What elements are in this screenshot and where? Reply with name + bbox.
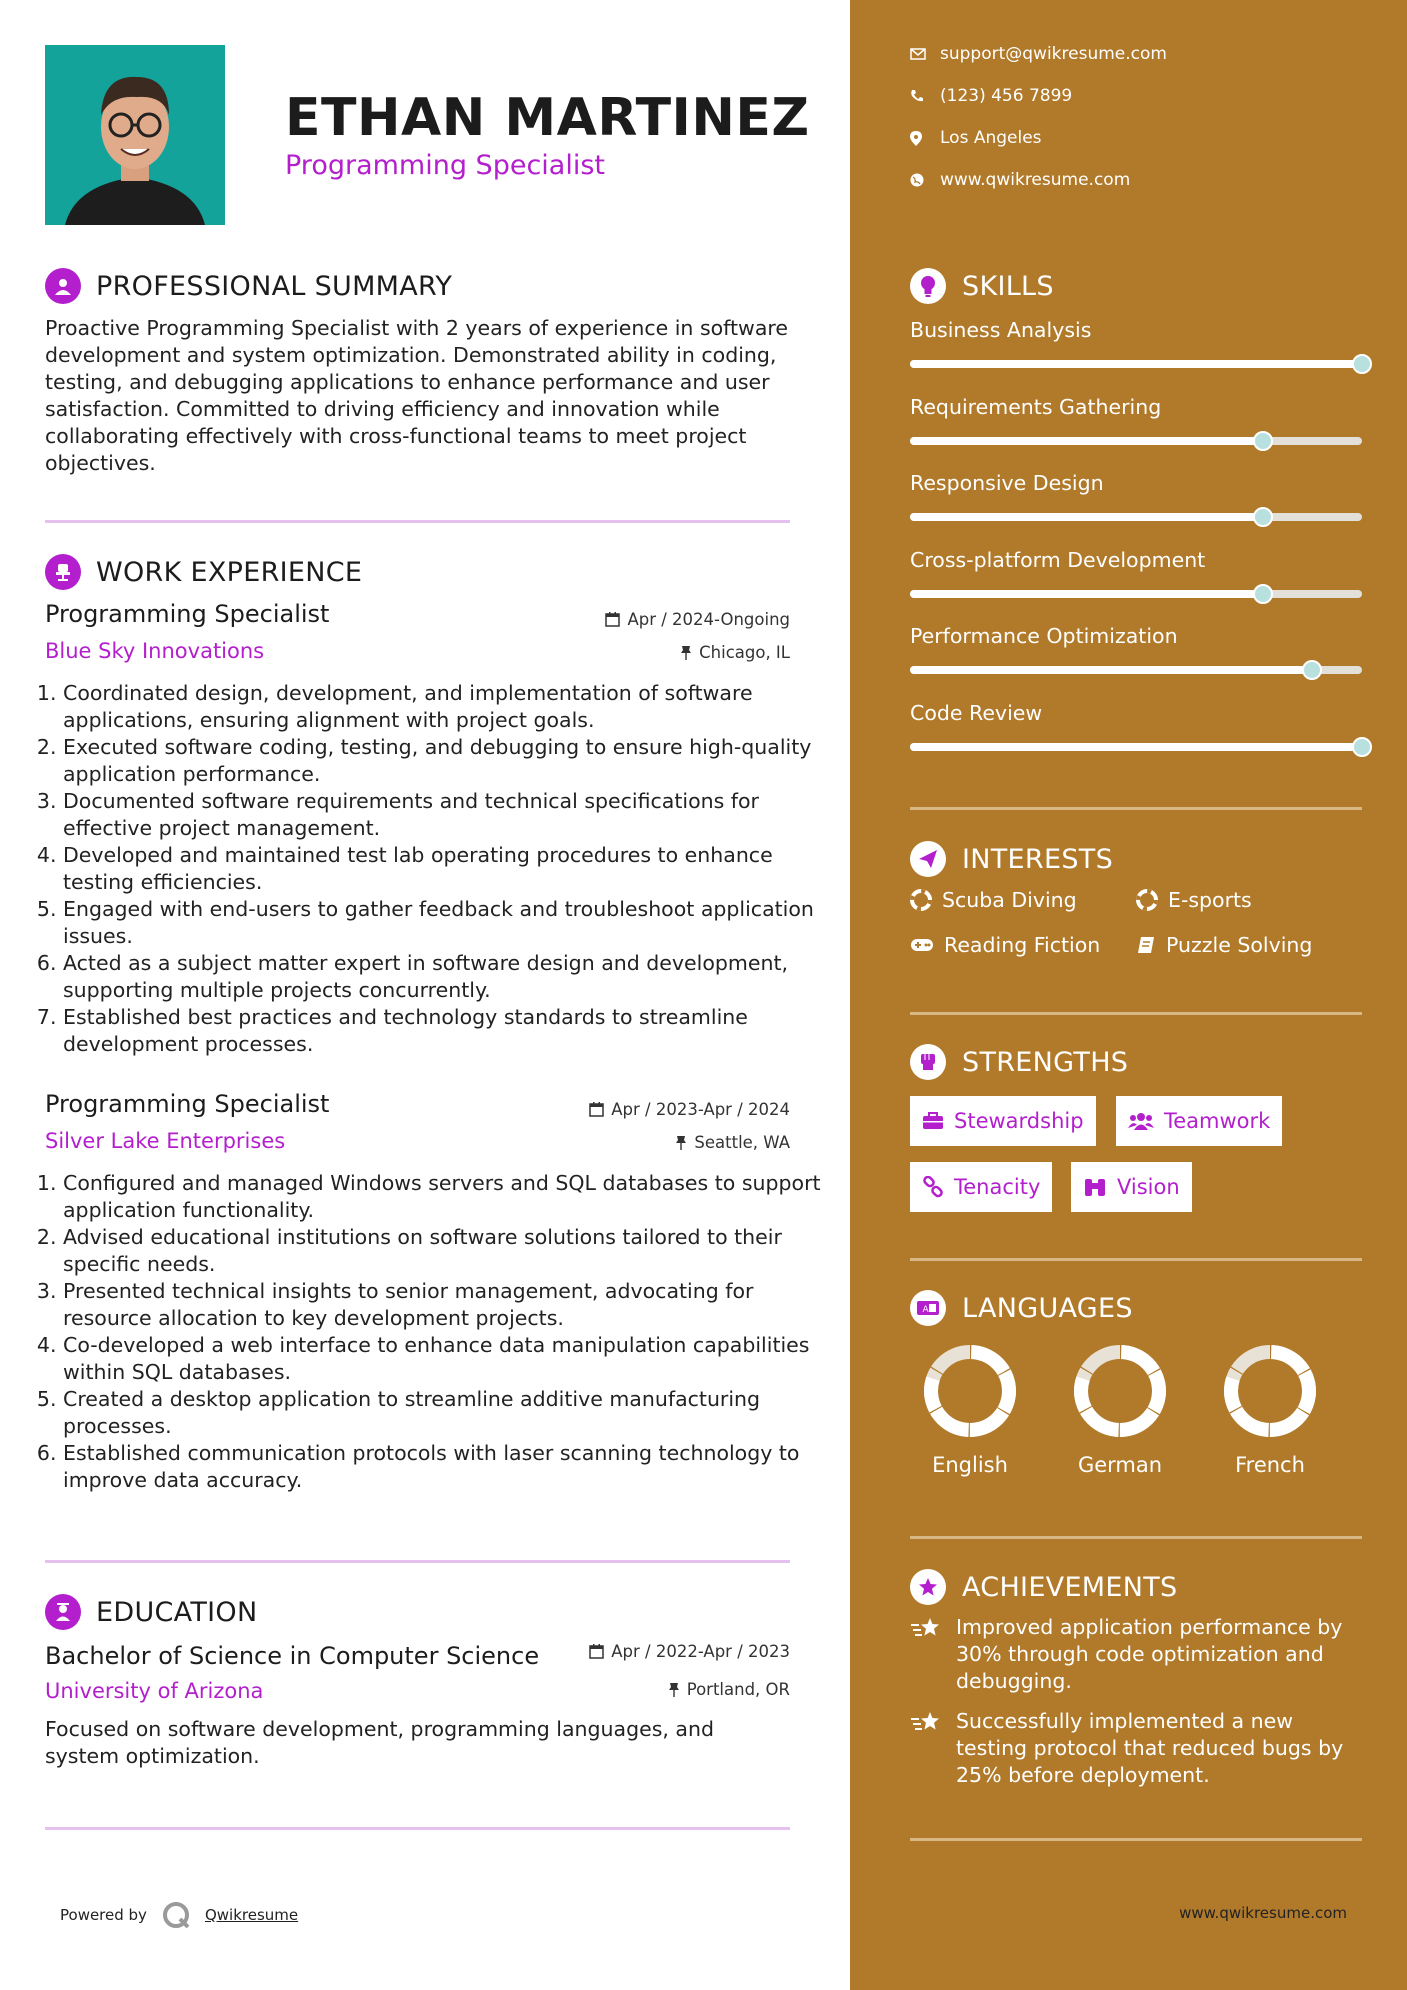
work-title: WORK EXPERIENCE	[96, 556, 363, 588]
sidebar	[850, 0, 1407, 1990]
duty-item: 5. Created a desktop application to streamline additive manufacturing processes.	[63, 1386, 833, 1440]
achievement-item	[910, 1614, 1370, 1695]
job-title: Programming Specialist	[45, 1090, 330, 1118]
chair-icon	[45, 554, 81, 590]
language-proficiency-ring	[1060, 1341, 1180, 1441]
duty-item: 6. Acted as a subject matter expert in software design and development, supporting multiple projects concurrently.	[63, 950, 833, 1004]
education-heading	[45, 1594, 257, 1630]
language-label: French	[1235, 1453, 1305, 1477]
education-location-text: Portland, OR	[686, 1680, 790, 1699]
pin-icon	[680, 645, 692, 660]
achievement-text: Successfully implemented a new testing protocol that reduced bugs by 25% before deployment.	[956, 1709, 1344, 1787]
contact-email-text: support@qwikresume.com	[940, 44, 1167, 64]
shooting-star-icon	[910, 1710, 942, 1734]
job-company: Blue Sky Innovations	[45, 639, 265, 663]
divider	[45, 520, 790, 523]
skill-level-knob	[1352, 737, 1372, 757]
pin-icon	[668, 1682, 680, 1697]
lightbulb-icon	[910, 268, 946, 304]
skill-level-knob	[1352, 354, 1372, 374]
skill-level-fill	[910, 437, 1263, 445]
duty-item: 1. Coordinated design, development, and implementation of software applications, ensuring alignment with project goals.	[63, 680, 833, 734]
contact-phone-text: (123) 456 7899	[940, 86, 1073, 106]
interest-label: Reading Fiction	[944, 933, 1101, 957]
skill-level-bar	[910, 666, 1362, 674]
contact-phone	[910, 86, 1072, 106]
job-dates-text: Apr / 2024-Ongoing	[627, 610, 790, 629]
interest-item	[1136, 933, 1312, 957]
envelope-icon	[910, 48, 926, 60]
lifebuoy-icon	[910, 889, 932, 911]
skill-level-fill	[910, 743, 1362, 751]
skill-level-knob	[1302, 660, 1322, 680]
skill-level-fill	[910, 666, 1312, 674]
contact-email	[910, 44, 1167, 64]
work-heading	[45, 554, 362, 590]
job-location-text: Chicago, IL	[699, 643, 790, 662]
gamepad-icon	[910, 937, 934, 953]
user-icon	[45, 268, 81, 304]
language-item	[910, 1341, 1030, 1477]
star-icon	[910, 1569, 946, 1605]
skill-label: Performance Optimization	[910, 624, 1178, 648]
language-label: English	[932, 1453, 1008, 1477]
skill-level-fill	[910, 590, 1263, 598]
divider	[910, 1012, 1362, 1015]
skill-level-knob	[1253, 584, 1273, 604]
divider	[910, 1838, 1362, 1841]
education-dates-text: Apr / 2022-Apr / 2023	[611, 1642, 790, 1661]
interest-item	[910, 888, 1077, 912]
language-item	[1060, 1341, 1180, 1477]
interest-label: Puzzle Solving	[1166, 933, 1313, 957]
divider	[910, 1536, 1362, 1539]
job-duties	[25, 680, 833, 1058]
strength-chip	[910, 1096, 1096, 1146]
language-label: German	[1077, 1453, 1163, 1477]
interest-label: Scuba Diving	[942, 888, 1077, 912]
book-icon	[1136, 935, 1156, 955]
divider	[45, 1827, 790, 1830]
job-dates	[605, 610, 790, 629]
language-proficiency-ring	[910, 1341, 1030, 1441]
graduate-icon	[45, 1594, 81, 1630]
job-location-text: Seattle, WA	[694, 1133, 790, 1152]
skill-level-knob	[1253, 431, 1273, 451]
duty-item: 1. Configured and managed Windows servers and SQL databases to support application functionality.	[63, 1170, 833, 1224]
summary-heading	[45, 268, 452, 304]
candidate-role: Programming Specialist	[285, 150, 605, 181]
skill-label: Requirements Gathering	[910, 394, 1162, 419]
language-proficiency-ring	[1210, 1341, 1330, 1441]
education-text: Focused on software development, programming languages, and system optimization.	[45, 1717, 714, 1768]
skill-level-bar	[910, 360, 1362, 368]
education-location	[668, 1680, 790, 1699]
duty-item: 5. Engaged with end-users to gather feedback and troubleshoot application issues.	[63, 896, 833, 950]
job-company: Silver Lake Enterprises	[45, 1129, 286, 1153]
divider	[910, 807, 1362, 810]
powered-by	[60, 1900, 298, 1930]
interest-item	[1136, 888, 1252, 912]
skill-level-bar	[910, 590, 1362, 598]
languages-title: LANGUAGES	[962, 1292, 1133, 1324]
skill-level-bar	[910, 743, 1362, 751]
achievements-title: ACHIEVEMENTS	[962, 1571, 1178, 1603]
job-title: Programming Specialist	[45, 600, 330, 628]
briefcase-icon	[922, 1112, 944, 1130]
location-icon	[910, 131, 922, 146]
duty-item: 2. Executed software coding, testing, and debugging to ensure high-quality application performance.	[63, 734, 833, 788]
interest-item	[910, 933, 1100, 957]
achievement-item	[910, 1708, 1370, 1789]
binoculars-icon	[1083, 1177, 1107, 1197]
job-location	[675, 1133, 790, 1152]
strength-label: Tenacity	[954, 1175, 1041, 1199]
contact-website-text: www.qwikresume.com	[940, 170, 1131, 190]
interests-title: INTERESTS	[962, 843, 1114, 875]
strength-label: Stewardship	[954, 1109, 1084, 1133]
education-title: EDUCATION	[96, 1596, 258, 1628]
translate-icon	[910, 1290, 946, 1326]
contact-website	[910, 170, 1130, 190]
degree-title: Bachelor of Science in Computer Science	[45, 1642, 540, 1670]
languages-heading	[910, 1290, 1133, 1326]
link-icon	[922, 1176, 944, 1198]
globe-icon	[910, 173, 924, 187]
divider	[45, 1560, 790, 1563]
duty-item: 6. Established communication protocols with laser scanning technology to improve data accuracy.	[63, 1440, 833, 1494]
shooting-star-icon	[910, 1616, 942, 1640]
qwikresume-link[interactable]: Qwikresume	[204, 1906, 299, 1924]
pin-icon	[675, 1135, 687, 1150]
phone-icon	[910, 89, 924, 103]
strength-chip	[1071, 1162, 1192, 1212]
achievement-text: Improved application performance by 30% through code optimization and debugging.	[956, 1615, 1343, 1693]
powered-by-label: Powered by	[60, 1906, 147, 1924]
strength-chip	[910, 1162, 1052, 1212]
calendar-icon	[589, 1644, 604, 1659]
contact-location-text: Los Angeles	[940, 128, 1042, 148]
job-dates-text: Apr / 2023-Apr / 2024	[611, 1100, 790, 1119]
skill-label: Cross-platform Development	[910, 547, 1206, 572]
strengths-title: STRENGTHS	[962, 1046, 1129, 1078]
interests-heading	[910, 841, 1113, 877]
duty-item: 4. Co-developed a web interface to enhance data manipulation capabilities within SQL databases.	[63, 1332, 833, 1386]
skill-level-bar	[910, 437, 1362, 445]
job-location	[680, 643, 790, 662]
divider	[910, 1258, 1362, 1261]
strength-chip	[1116, 1096, 1282, 1146]
qwikresume-logo-icon	[161, 1900, 191, 1930]
duty-item: 3. Presented technical insights to senior management, advocating for resource allocation to key development projects.	[63, 1278, 833, 1332]
education-dates	[589, 1642, 790, 1661]
skill-label: Responsive Design	[910, 471, 1104, 495]
strength-label: Vision	[1117, 1175, 1180, 1199]
lifebuoy-icon	[1136, 889, 1158, 911]
duty-item: 4. Developed and maintained test lab operating procedures to enhance testing efficiencies.	[63, 842, 833, 896]
duty-item: 3. Documented software requirements and technical specifications for effective project management.	[63, 788, 833, 842]
summary-text: Proactive Programming Specialist with 2 years of experience in software development and system optimization. Demonstrated ability in coding, testing, and debugging applications to enhance performance and user satisfaction. Committed to driving efficiency and innovation while collaborating effectively with cross-functional teams to meet project objectives.	[45, 316, 788, 475]
strengths-heading	[910, 1044, 1128, 1080]
paper-plane-icon	[910, 841, 946, 877]
calendar-icon	[605, 612, 620, 627]
skill-level-knob	[1253, 507, 1273, 527]
job-duties	[25, 1170, 833, 1494]
skill-label: Code Review	[910, 700, 1043, 725]
contact-location	[910, 128, 1042, 148]
users-icon	[1128, 1112, 1154, 1130]
achievements-heading	[910, 1569, 1178, 1605]
footer-website[interactable]: www.qwikresume.com	[1179, 1904, 1347, 1922]
candidate-name: ETHAN MARTINEZ	[285, 88, 810, 148]
skill-level-fill	[910, 360, 1362, 368]
profile-photo	[45, 45, 225, 225]
calendar-icon	[589, 1102, 604, 1117]
fist-icon	[910, 1044, 946, 1080]
language-item	[1210, 1341, 1330, 1477]
job-dates	[589, 1100, 790, 1119]
skill-level-fill	[910, 513, 1263, 521]
school-name: University of Arizona	[45, 1679, 264, 1703]
svg-text:A: A	[922, 1305, 929, 1315]
interest-label: E-sports	[1168, 888, 1252, 912]
skills-title: SKILLS	[962, 270, 1054, 302]
duty-item: 2. Advised educational institutions on software solutions tailored to their specific needs.	[63, 1224, 833, 1278]
strength-label: Teamwork	[1164, 1109, 1271, 1133]
skill-label: Business Analysis	[910, 318, 1092, 342]
skill-level-bar	[910, 513, 1362, 521]
skills-heading	[910, 268, 1054, 304]
summary-title: PROFESSIONAL SUMMARY	[96, 270, 453, 302]
duty-item: 7. Established best practices and technology standards to streamline development processes.	[63, 1004, 833, 1058]
